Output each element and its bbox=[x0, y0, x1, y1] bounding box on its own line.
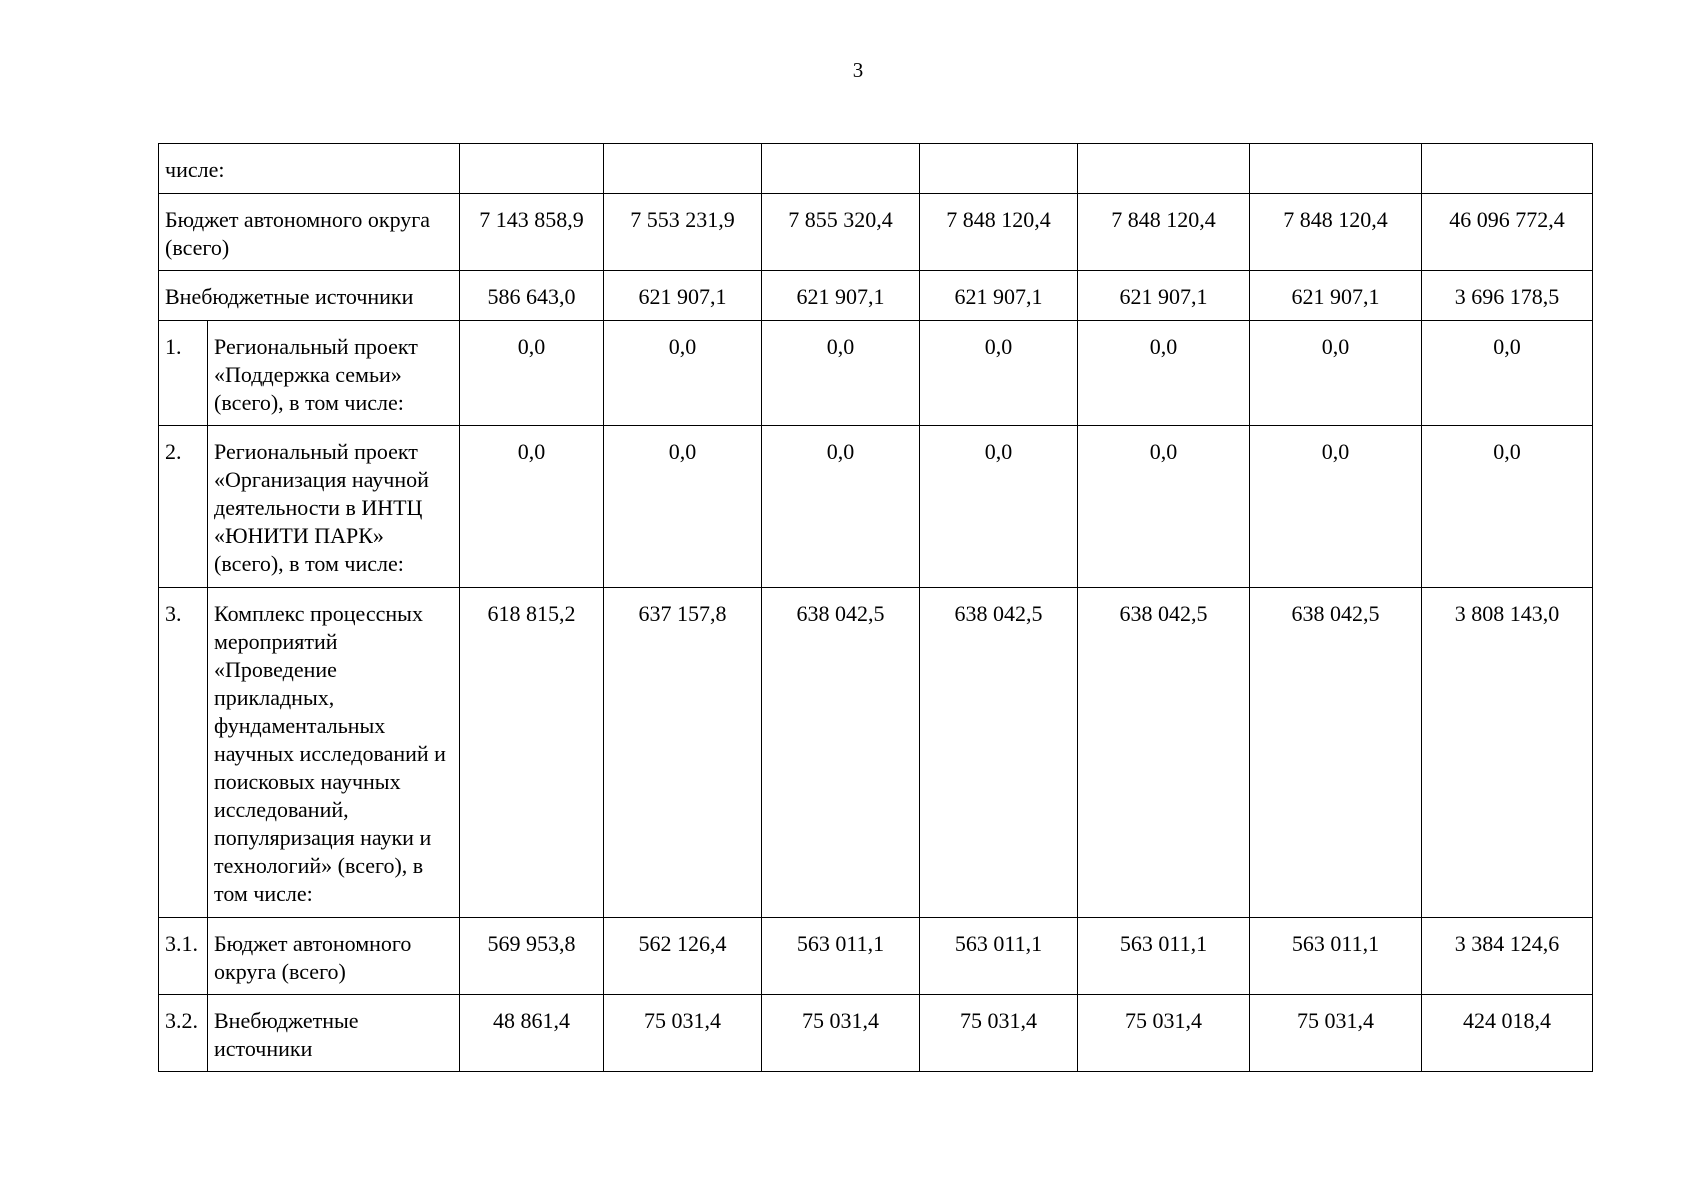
value-cell: 638 042,5 bbox=[920, 588, 1078, 918]
row-index: 3. bbox=[159, 588, 208, 918]
value-cell: 0,0 bbox=[604, 321, 762, 426]
value-cell: 621 907,1 bbox=[1078, 271, 1250, 321]
value-cell: 563 011,1 bbox=[1250, 918, 1422, 995]
value-cell: 424 018,4 bbox=[1422, 995, 1593, 1072]
row-label: Бюджет автономного округа (всего) bbox=[208, 918, 460, 995]
value-cell: 48 861,4 bbox=[460, 995, 604, 1072]
value-cell: 7 848 120,4 bbox=[920, 194, 1078, 271]
value-cell: 621 907,1 bbox=[762, 271, 920, 321]
row-index: 3.2. bbox=[159, 995, 208, 1072]
value-cell: 638 042,5 bbox=[1250, 588, 1422, 918]
value-cell: 621 907,1 bbox=[604, 271, 762, 321]
value-cell: 0,0 bbox=[920, 426, 1078, 588]
row-index: 2. bbox=[159, 426, 208, 588]
value-cell: 75 031,4 bbox=[1078, 995, 1250, 1072]
value-cell: 0,0 bbox=[1078, 321, 1250, 426]
table-row bbox=[159, 194, 1593, 271]
value-cell: 0,0 bbox=[460, 321, 604, 426]
row-label: Внебюджетные источники bbox=[159, 271, 460, 321]
value-cell: 638 042,5 bbox=[1078, 588, 1250, 918]
table-body bbox=[159, 144, 1593, 1072]
row-label: числе: bbox=[159, 144, 460, 194]
table-row bbox=[159, 321, 1593, 426]
value-cell: 0,0 bbox=[1422, 321, 1593, 426]
table-row bbox=[159, 588, 1593, 918]
value-cell: 621 907,1 bbox=[920, 271, 1078, 321]
value-cell: 586 643,0 bbox=[460, 271, 604, 321]
value-cell: 3 808 143,0 bbox=[1422, 588, 1593, 918]
value-cell bbox=[460, 144, 604, 194]
value-cell: 75 031,4 bbox=[1250, 995, 1422, 1072]
value-cell: 563 011,1 bbox=[1078, 918, 1250, 995]
table-row bbox=[159, 271, 1593, 321]
row-label: Региональный проект «Поддержка семьи» (всего), в том числе: bbox=[208, 321, 460, 426]
value-cell: 563 011,1 bbox=[762, 918, 920, 995]
value-cell: 3 696 178,5 bbox=[1422, 271, 1593, 321]
value-cell: 3 384 124,6 bbox=[1422, 918, 1593, 995]
value-cell: 638 042,5 bbox=[762, 588, 920, 918]
value-cell: 7 848 120,4 bbox=[1250, 194, 1422, 271]
value-cell: 0,0 bbox=[1078, 426, 1250, 588]
value-cell bbox=[920, 144, 1078, 194]
row-label: Внебюджетные источники bbox=[208, 995, 460, 1072]
value-cell: 637 157,8 bbox=[604, 588, 762, 918]
value-cell bbox=[1250, 144, 1422, 194]
value-cell: 0,0 bbox=[762, 426, 920, 588]
value-cell bbox=[762, 144, 920, 194]
value-cell: 0,0 bbox=[920, 321, 1078, 426]
page-number: 3 bbox=[852, 58, 864, 82]
value-cell: 563 011,1 bbox=[920, 918, 1078, 995]
value-cell: 7 553 231,9 bbox=[604, 194, 762, 271]
value-cell: 618 815,2 bbox=[460, 588, 604, 918]
value-cell: 7 848 120,4 bbox=[1078, 194, 1250, 271]
value-cell: 621 907,1 bbox=[1250, 271, 1422, 321]
value-cell: 75 031,4 bbox=[604, 995, 762, 1072]
value-cell: 75 031,4 bbox=[920, 995, 1078, 1072]
value-cell: 0,0 bbox=[1422, 426, 1593, 588]
table-row bbox=[159, 426, 1593, 588]
value-cell: 0,0 bbox=[762, 321, 920, 426]
value-cell: 7 143 858,9 bbox=[460, 194, 604, 271]
value-cell: 0,0 bbox=[1250, 321, 1422, 426]
value-cell: 0,0 bbox=[1250, 426, 1422, 588]
value-cell: 0,0 bbox=[604, 426, 762, 588]
value-cell: 46 096 772,4 bbox=[1422, 194, 1593, 271]
row-index: 3.1. bbox=[159, 918, 208, 995]
value-cell: 7 855 320,4 bbox=[762, 194, 920, 271]
row-label: Комплекс процессных мероприятий «Проведение прикладных, фундаментальных научных исследований и поисковых научных исследований, популяризация науки и технологий» (всего), в том числе: bbox=[208, 588, 460, 918]
table-row bbox=[159, 995, 1593, 1072]
value-cell bbox=[1078, 144, 1250, 194]
value-cell: 562 126,4 bbox=[604, 918, 762, 995]
value-cell: 569 953,8 bbox=[460, 918, 604, 995]
row-label: Региональный проект «Организация научной деятельности в ИНТЦ «ЮНИТИ ПАРК» (всего), в том числе: bbox=[208, 426, 460, 588]
table-row bbox=[159, 144, 1593, 194]
value-cell bbox=[1422, 144, 1593, 194]
value-cell: 0,0 bbox=[460, 426, 604, 588]
row-label: Бюджет автономного округа (всего) bbox=[159, 194, 460, 271]
value-cell bbox=[604, 144, 762, 194]
row-index: 1. bbox=[159, 321, 208, 426]
table-row bbox=[159, 918, 1593, 995]
budget-table bbox=[158, 143, 1593, 1072]
value-cell: 75 031,4 bbox=[762, 995, 920, 1072]
